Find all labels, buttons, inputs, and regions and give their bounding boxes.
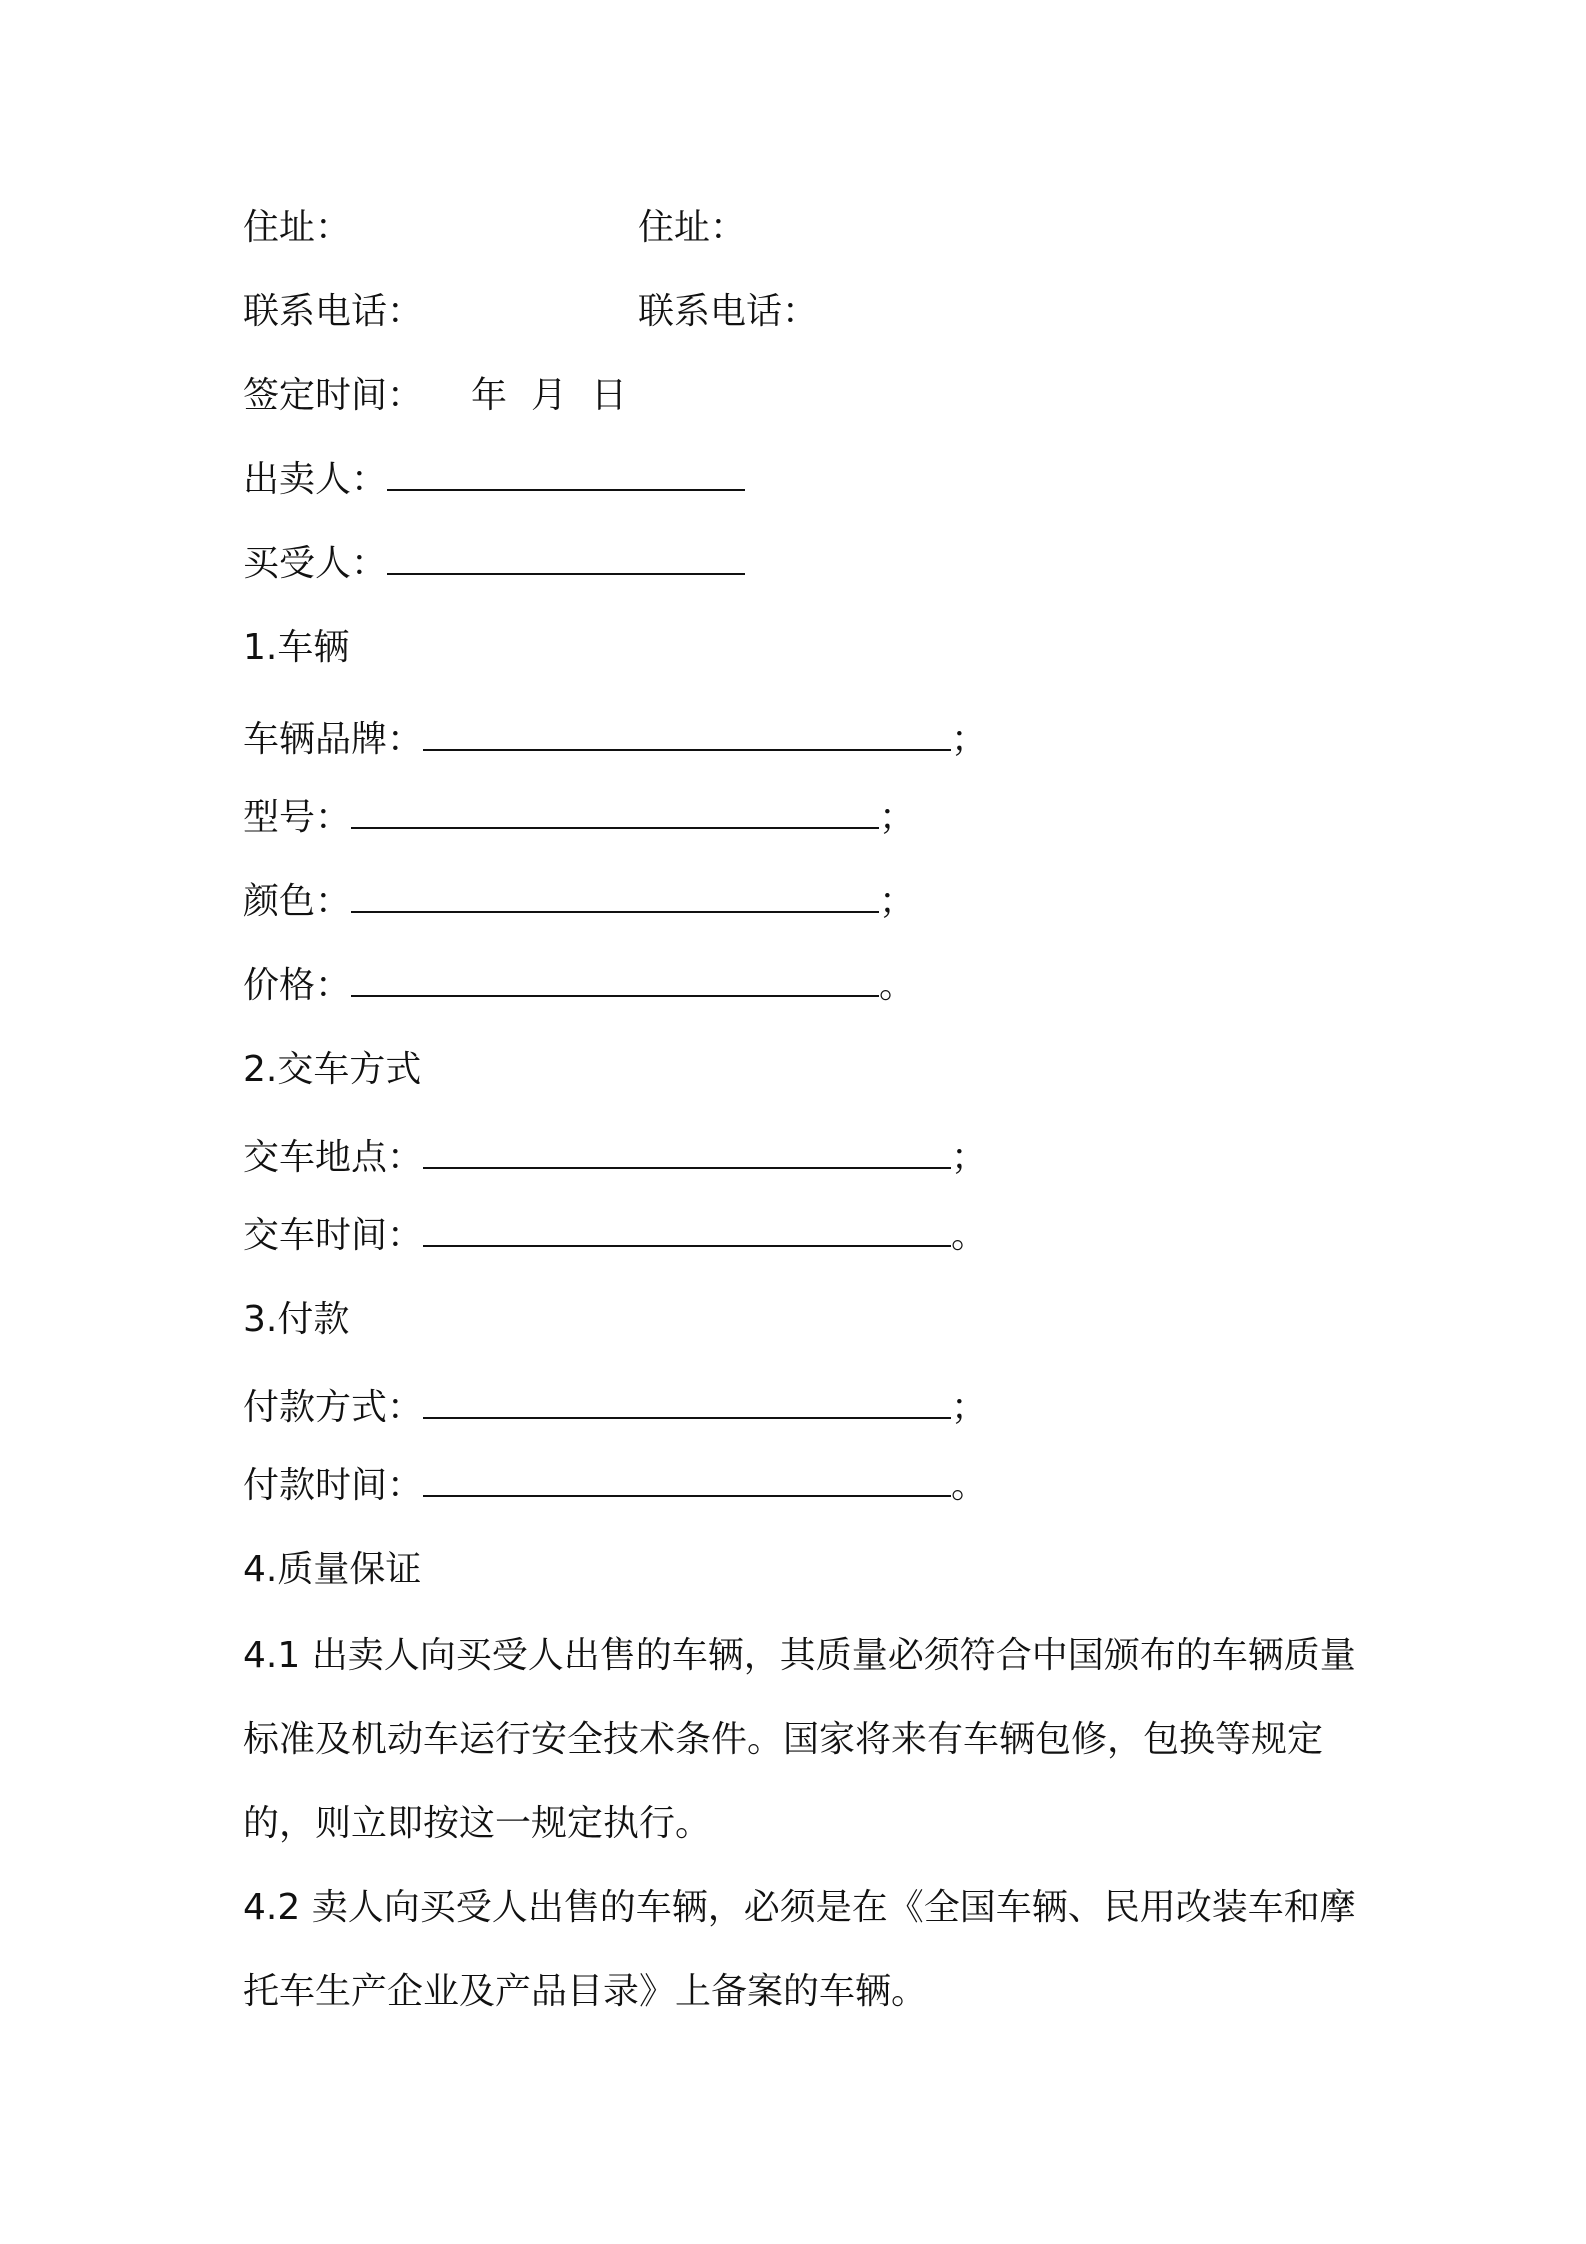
section1-title: 1.车辆 [243, 627, 350, 668]
sign-year: 年 [471, 375, 508, 416]
color-row [243, 880, 915, 924]
model-row [243, 796, 915, 840]
payment-method-label: 付款方式： [243, 1387, 424, 1428]
delivery-place-end: ； [951, 1137, 988, 1178]
buyer-label: 买受人： [243, 543, 388, 584]
delivery-time-blank[interactable] [423, 1244, 951, 1247]
buyer-blank[interactable] [387, 572, 745, 575]
quality-clause-4-1: 4.1 出卖人向买受人出售的车辆，其质量必须符合中国颁布的车辆质量标准及机动车运行安全技术条件。国家将来有车辆包修，包换等规定的，则立即按这一规定执行。 [243, 1635, 1356, 1844]
price-row [243, 964, 915, 1008]
delivery-time-label: 交车时间： [243, 1215, 424, 1256]
brand-row [243, 718, 987, 762]
sign-month: 月 [531, 375, 568, 416]
seller-label: 出卖人： [243, 459, 388, 500]
delivery-place-blank[interactable] [423, 1166, 951, 1169]
brand-end: ； [951, 719, 988, 760]
color-blank[interactable] [351, 910, 879, 913]
payment-time-label: 付款时间： [243, 1465, 424, 1506]
price-blank[interactable] [351, 994, 879, 997]
delivery-time-row [243, 1214, 987, 1258]
price-label: 价格： [243, 965, 352, 1006]
model-blank[interactable] [351, 826, 879, 829]
model-label: 型号： [243, 797, 352, 838]
sign-day: 日 [591, 375, 628, 416]
delivery-time-end: 。 [951, 1215, 988, 1256]
delivery-place-row [243, 1136, 987, 1180]
section2-title: 2.交车方式 [243, 1049, 422, 1090]
delivery-place-label: 交车地点： [243, 1137, 424, 1178]
payment-method-row [243, 1386, 987, 1430]
payment-method-blank[interactable] [423, 1416, 951, 1419]
payment-time-end: 。 [951, 1465, 988, 1506]
quality-clause-4-2: 4.2 卖人向买受人出售的车辆，必须是在《全国车辆、民用改装车和摩托车生产企业及产品目录》上备案的车辆。 [243, 1887, 1356, 2012]
price-end: 。 [879, 965, 916, 1006]
color-end: ； [879, 881, 916, 922]
payment-time-blank[interactable] [423, 1494, 951, 1497]
phone-label-buyer: 联系电话： [638, 291, 819, 332]
buyer-row [243, 542, 745, 586]
seller-blank[interactable] [387, 488, 745, 491]
address-label-buyer: 住址： [638, 207, 747, 248]
section3-title: 3.付款 [243, 1299, 350, 1340]
brand-label: 车辆品牌： [243, 719, 424, 760]
sign-time-label: 签定时间： [243, 375, 424, 416]
color-label: 颜色： [243, 881, 352, 922]
phone-label-seller: 联系电话： [243, 291, 424, 332]
sign-time-row [243, 374, 651, 418]
brand-blank[interactable] [423, 748, 951, 751]
address-label-seller: 住址： [243, 207, 352, 248]
seller-row [243, 458, 745, 502]
payment-time-row [243, 1464, 987, 1508]
section4-title: 4.质量保证 [243, 1549, 422, 1590]
model-end: ； [879, 797, 916, 838]
payment-method-end: ； [951, 1387, 988, 1428]
